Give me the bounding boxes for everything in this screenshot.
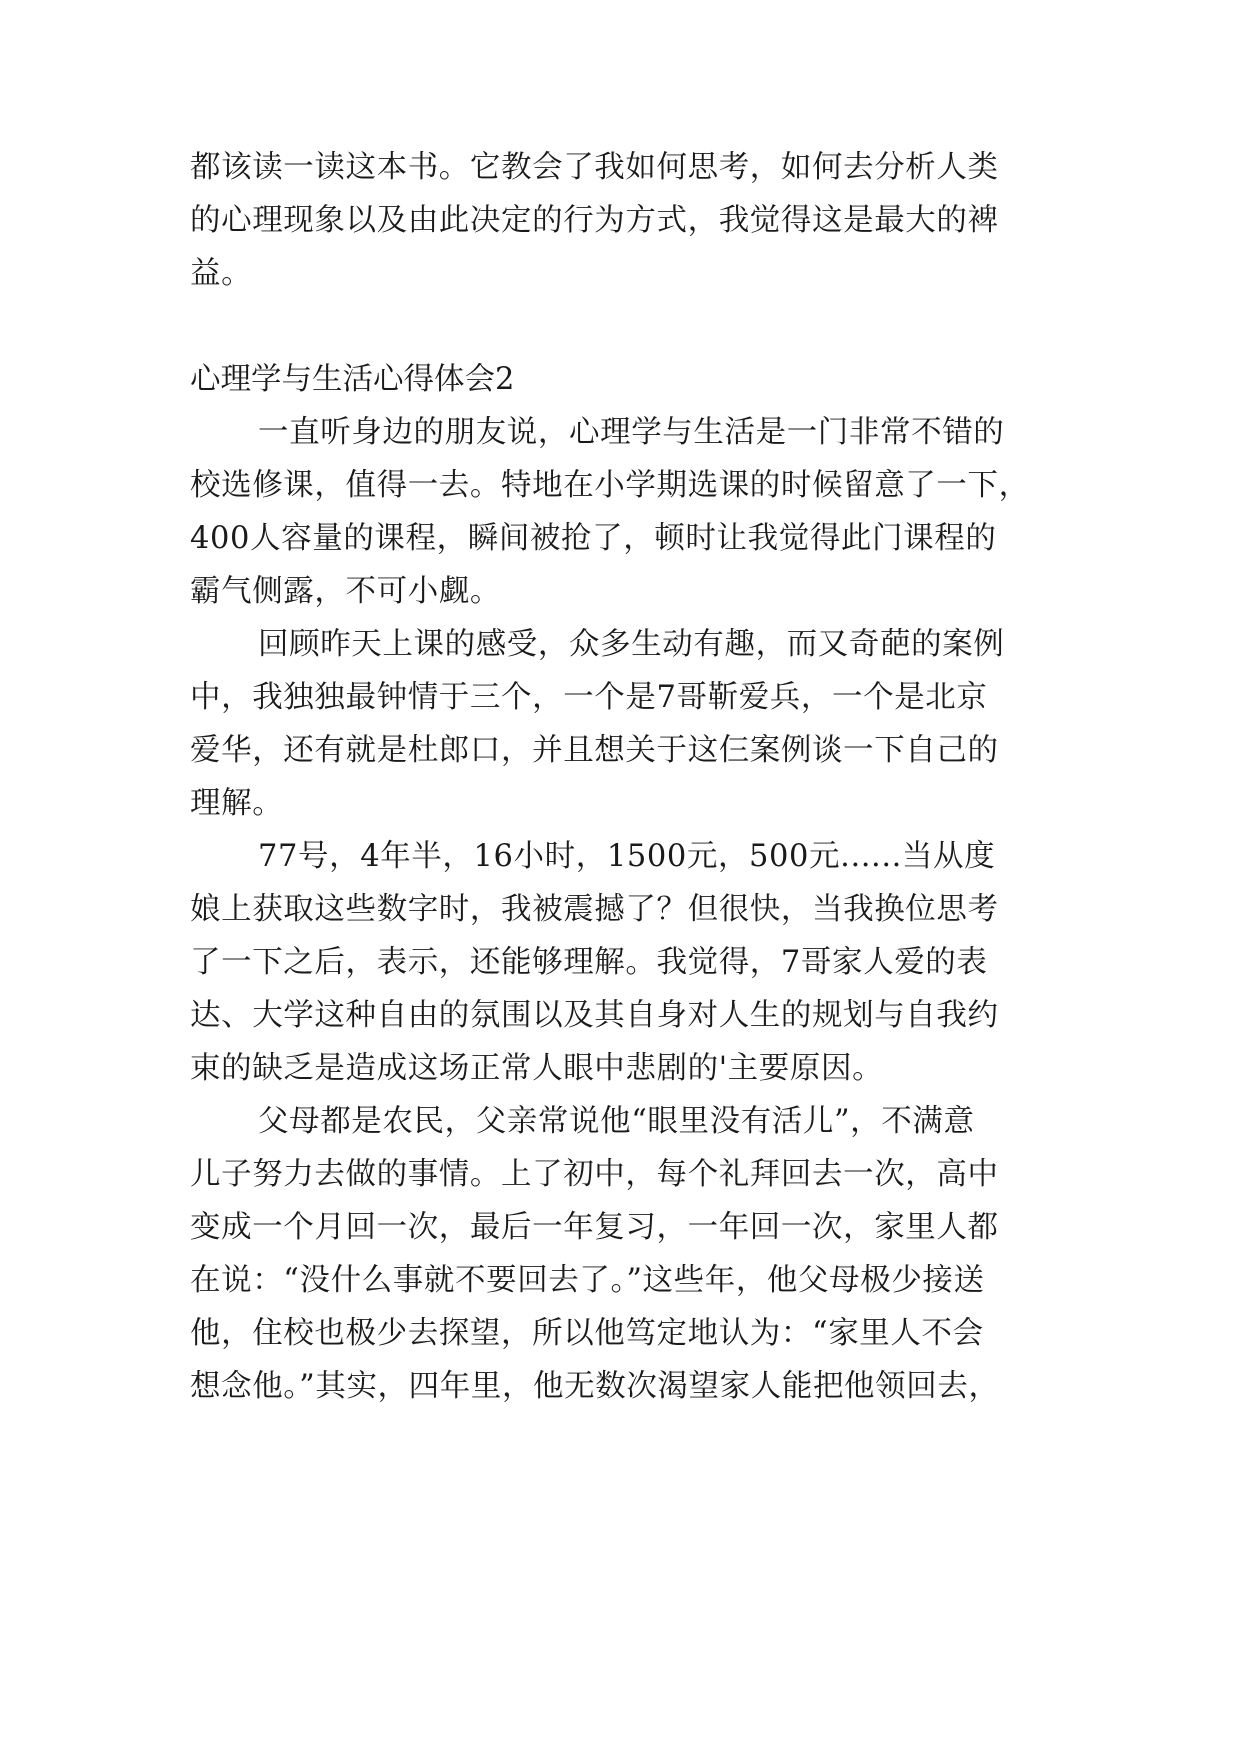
paragraph-2-line-4: 理解。 bbox=[190, 786, 284, 821]
paragraph-3-line-5: 束的缺乏是造成这场正常人眼中悲剧的'主要原因。 bbox=[190, 1051, 884, 1086]
paragraph-2-line-1: 回顾昨天上课的感受，众多生动有趣，而又奇葩的案例 bbox=[258, 627, 1005, 662]
paragraph-1-line-2: 校选修课，值得一去。特地在小学期选课的时候留意了一下， bbox=[190, 468, 1030, 503]
paragraph-4-line-4: 在说：“没什么事就不要回去了。”这些年，他父母极少接送 bbox=[190, 1263, 985, 1298]
paragraph-1-line-3: 400人容量的课程，瞬间被抢了，顿时让我觉得此门课程的 bbox=[190, 521, 997, 556]
paragraph-3-line-3: 了一下之后，表示，还能够理解。我觉得，7哥家人爱的表 bbox=[190, 945, 988, 980]
paragraph-1-line-4: 霸气侧露，不可小觑。 bbox=[190, 574, 501, 609]
paragraph-4-line-5: 他，住校也极少去探望，所以他笃定地认为：“家里人不会 bbox=[190, 1316, 984, 1351]
intro-line-3: 益。 bbox=[190, 256, 253, 291]
paragraph-2-line-2: 中，我独独最钟情于三个，一个是7哥靳爱兵，一个是北京 bbox=[190, 680, 988, 715]
paragraph-3-line-4: 达、大学这种自由的氛围以及其自身对人生的规划与自我约 bbox=[190, 998, 999, 1033]
paragraph-3-line-2: 娘上获取这些数字时，我被震撼了？但很快，当我换位思考 bbox=[190, 892, 999, 927]
paragraph-1-line-1: 一直听身边的朋友说，心理学与生活是一门非常不错的 bbox=[258, 415, 1005, 450]
intro-line-2: 的心理现象以及由此决定的行为方式，我觉得这是最大的裨 bbox=[190, 203, 999, 238]
section-heading: 心理学与生活心得体会2 bbox=[190, 362, 515, 397]
paragraph-3-line-1: 77号，4年半，16小时，1500元，500元......当从度 bbox=[258, 839, 996, 874]
intro-line-1: 都该读一读这本书。它教会了我如何思考，如何去分析人类 bbox=[190, 150, 999, 185]
paragraph-4-line-6: 想念他。”其实，四年里，他无数次渴望家人能把他领回去， bbox=[190, 1369, 1000, 1404]
paragraph-4-line-2: 儿子努力去做的事情。上了初中，每个礼拜回去一次，高中 bbox=[190, 1157, 999, 1192]
paragraph-2-line-3: 爱华，还有就是杜郎口，并且想关于这仨案例谈一下自己的 bbox=[190, 733, 999, 768]
paragraph-4-line-1: 父母都是农民，父亲常说他“眼里没有活儿”，不满意 bbox=[258, 1104, 975, 1139]
paragraph-4-line-3: 变成一个月回一次，最后一年复习，一年回一次，家里人都 bbox=[190, 1210, 999, 1245]
